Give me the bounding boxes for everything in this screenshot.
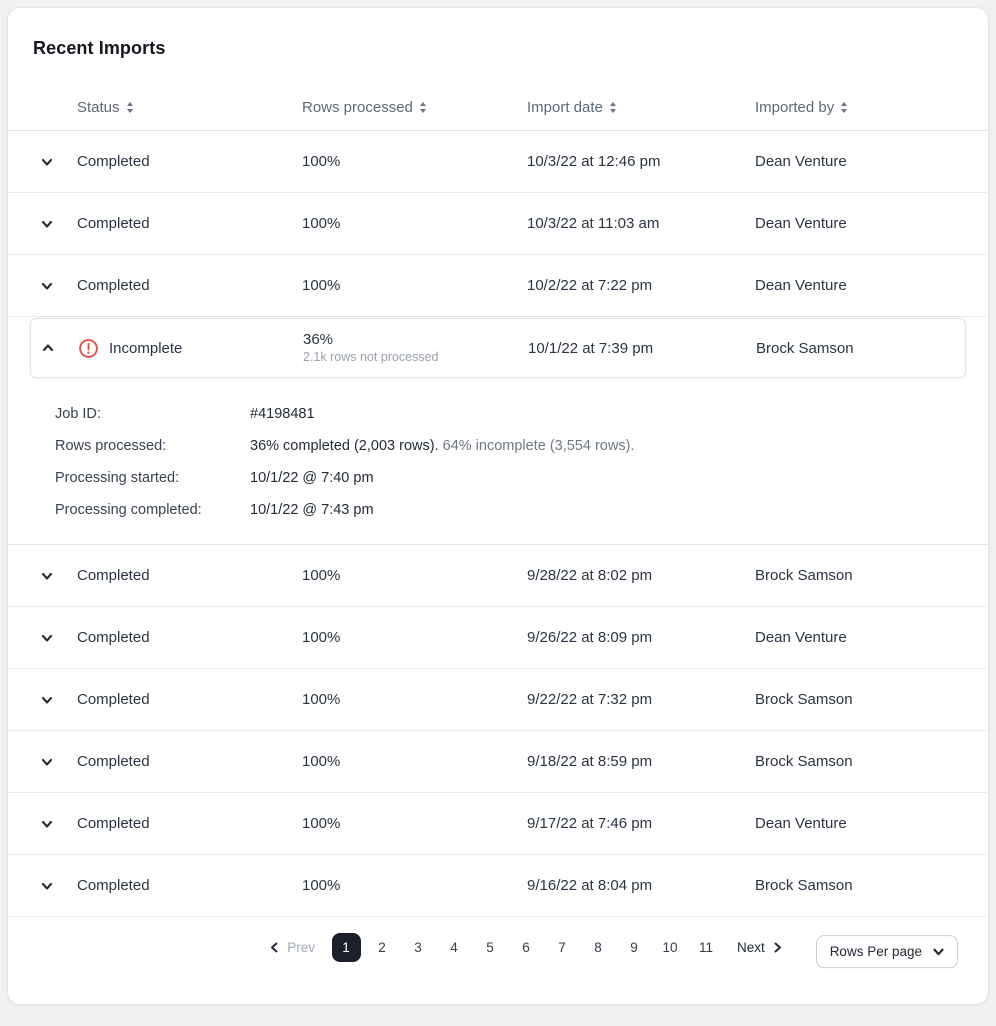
next-label: Next [737,940,765,955]
rows-per-page-label: Rows Per page [829,943,922,959]
status-cell: Completed [77,567,150,584]
column-label: Status [77,99,120,116]
column-label: Imported by [755,99,835,116]
table-row[interactable] [8,793,988,855]
table-row[interactable] [8,255,988,317]
chevron-down-icon[interactable] [33,148,61,176]
column-label: Rows processed [302,99,413,116]
imported-by-cell: Brock Samson [755,753,853,770]
status-cell: Completed [77,815,150,832]
detail-value: #4198481 [250,406,315,422]
detail-label: Job ID: [55,406,101,422]
table-row[interactable] [8,131,988,193]
column-header-rows-processed[interactable] [302,99,426,116]
page-button-5[interactable]: 5 [476,933,505,962]
column-label: Import date [527,99,603,116]
import-date-cell: 9/17/22 at 7:46 pm [527,815,653,832]
rows-processed-cell: 100% [302,877,341,894]
sort-icon [127,102,133,113]
status-cell: Completed [77,691,150,708]
import-date-cell: 9/22/22 at 7:32 pm [527,691,653,708]
rows-processed-cell: 100% [302,815,341,832]
chevron-down-icon[interactable] [33,872,61,900]
chevron-up-icon[interactable] [34,334,62,362]
status-cell: Completed [77,277,150,294]
table-row[interactable] [8,193,988,255]
column-header-status[interactable] [77,99,133,116]
rows-processed-cell [303,331,528,365]
page-button-8[interactable]: 8 [584,933,613,962]
sort-icon [841,102,847,113]
page-button-7[interactable]: 7 [548,933,577,962]
detail-label: Processing started: [55,470,180,486]
status-label: Incomplete [109,339,183,357]
chevron-down-icon[interactable] [33,272,61,300]
table-header [8,85,988,131]
status-cell: Completed [77,153,150,170]
page-button-4[interactable]: 4 [440,933,469,962]
import-date-cell: 10/2/22 at 7:22 pm [527,277,653,294]
imported-by-cell: Dean Venture [755,215,847,232]
table-row-expanded[interactable] [30,318,966,378]
import-date-cell: 9/28/22 at 8:02 pm [527,567,653,584]
expanded-detail-panel [8,378,988,545]
detail-value: 10/1/22 @ 7:40 pm [250,470,374,486]
import-date-cell: 9/18/22 at 8:59 pm [527,753,653,770]
prev-label: Prev [287,940,315,955]
detail-label: Processing completed: [55,502,202,518]
pager [264,933,788,962]
table-row[interactable] [8,607,988,669]
chevron-left-icon [268,941,281,954]
chevron-down-icon[interactable] [33,810,61,838]
page-button-9[interactable]: 9 [620,933,649,962]
chevron-down-icon[interactable] [33,210,61,238]
status-cell: Completed [77,215,150,232]
detail-value [250,430,634,462]
page-title: Recent Imports [33,38,166,58]
rows-processed-cell: 100% [302,753,341,770]
imported-by-cell: Brock Samson [755,877,853,894]
chevron-down-icon [932,945,945,958]
import-date-cell: 10/1/22 at 7:39 pm [528,339,654,357]
rows-processed-cell: 100% [302,691,341,708]
next-page-button[interactable] [733,940,788,955]
import-date-cell: 10/3/22 at 11:03 am [527,215,660,232]
table-row[interactable] [8,855,988,917]
detail-job-id [55,398,963,430]
detail-label: Rows processed: [55,438,167,454]
detail-processing-completed [55,494,963,526]
chevron-down-icon[interactable] [33,624,61,652]
status-cell [78,338,303,359]
pagination-bar [8,917,988,988]
rows-processed-cell: 100% [302,277,341,294]
page-button-10[interactable]: 10 [656,933,685,962]
import-date-cell: 10/3/22 at 12:46 pm [527,153,661,170]
recent-imports-card [8,8,988,1004]
import-date-cell: 9/16/22 at 8:04 pm [527,877,653,894]
import-date-cell: 9/26/22 at 8:09 pm [527,629,653,646]
page-button-11[interactable]: 11 [692,933,721,962]
status-cell: Completed [77,877,150,894]
imported-by-cell: Dean Venture [755,153,847,170]
rows-per-page-select[interactable] [816,935,958,968]
table-row[interactable] [8,545,988,607]
column-header-import-date[interactable] [527,99,616,116]
rows-completed-text: 36% completed (2,003 rows). [250,438,439,454]
imported-by-cell: Dean Venture [755,815,847,832]
detail-processing-started [55,462,963,494]
table-row[interactable] [8,731,988,793]
table-row[interactable] [8,669,988,731]
sort-icon [420,102,426,113]
rows-processed-note: 2.1k rows not processed [303,350,439,365]
chevron-down-icon[interactable] [33,562,61,590]
prev-page-button[interactable] [264,940,319,955]
rows-processed-cell: 100% [302,153,341,170]
status-cell: Completed [77,629,150,646]
detail-rows-processed [55,430,963,462]
imported-by-cell: Brock Samson [755,691,853,708]
rows-processed-cell: 100% [302,567,341,584]
rows-processed-value: 36% [303,331,334,349]
rows-processed-cell: 100% [302,215,341,232]
page-button-3[interactable]: 3 [404,933,433,962]
imported-by-cell: Brock Samson [756,339,854,357]
rows-incomplete-text: 64% incomplete (3,554 rows). [442,438,635,454]
chevron-down-icon[interactable] [33,686,61,714]
chevron-right-icon [771,941,784,954]
imported-by-cell: Brock Samson [755,567,853,584]
status-cell: Completed [77,753,150,770]
rows-processed-cell: 100% [302,629,341,646]
page-button-6[interactable]: 6 [512,933,541,962]
sort-icon [610,102,616,113]
warning-icon [78,338,99,359]
imported-by-cell: Dean Venture [755,277,847,294]
column-header-imported-by[interactable] [755,99,847,116]
page-button-1[interactable]: 1 [332,933,361,962]
page-button-2[interactable]: 2 [368,933,397,962]
imported-by-cell: Dean Venture [755,629,847,646]
detail-value: 10/1/22 @ 7:43 pm [250,502,374,518]
chevron-down-icon[interactable] [33,748,61,776]
